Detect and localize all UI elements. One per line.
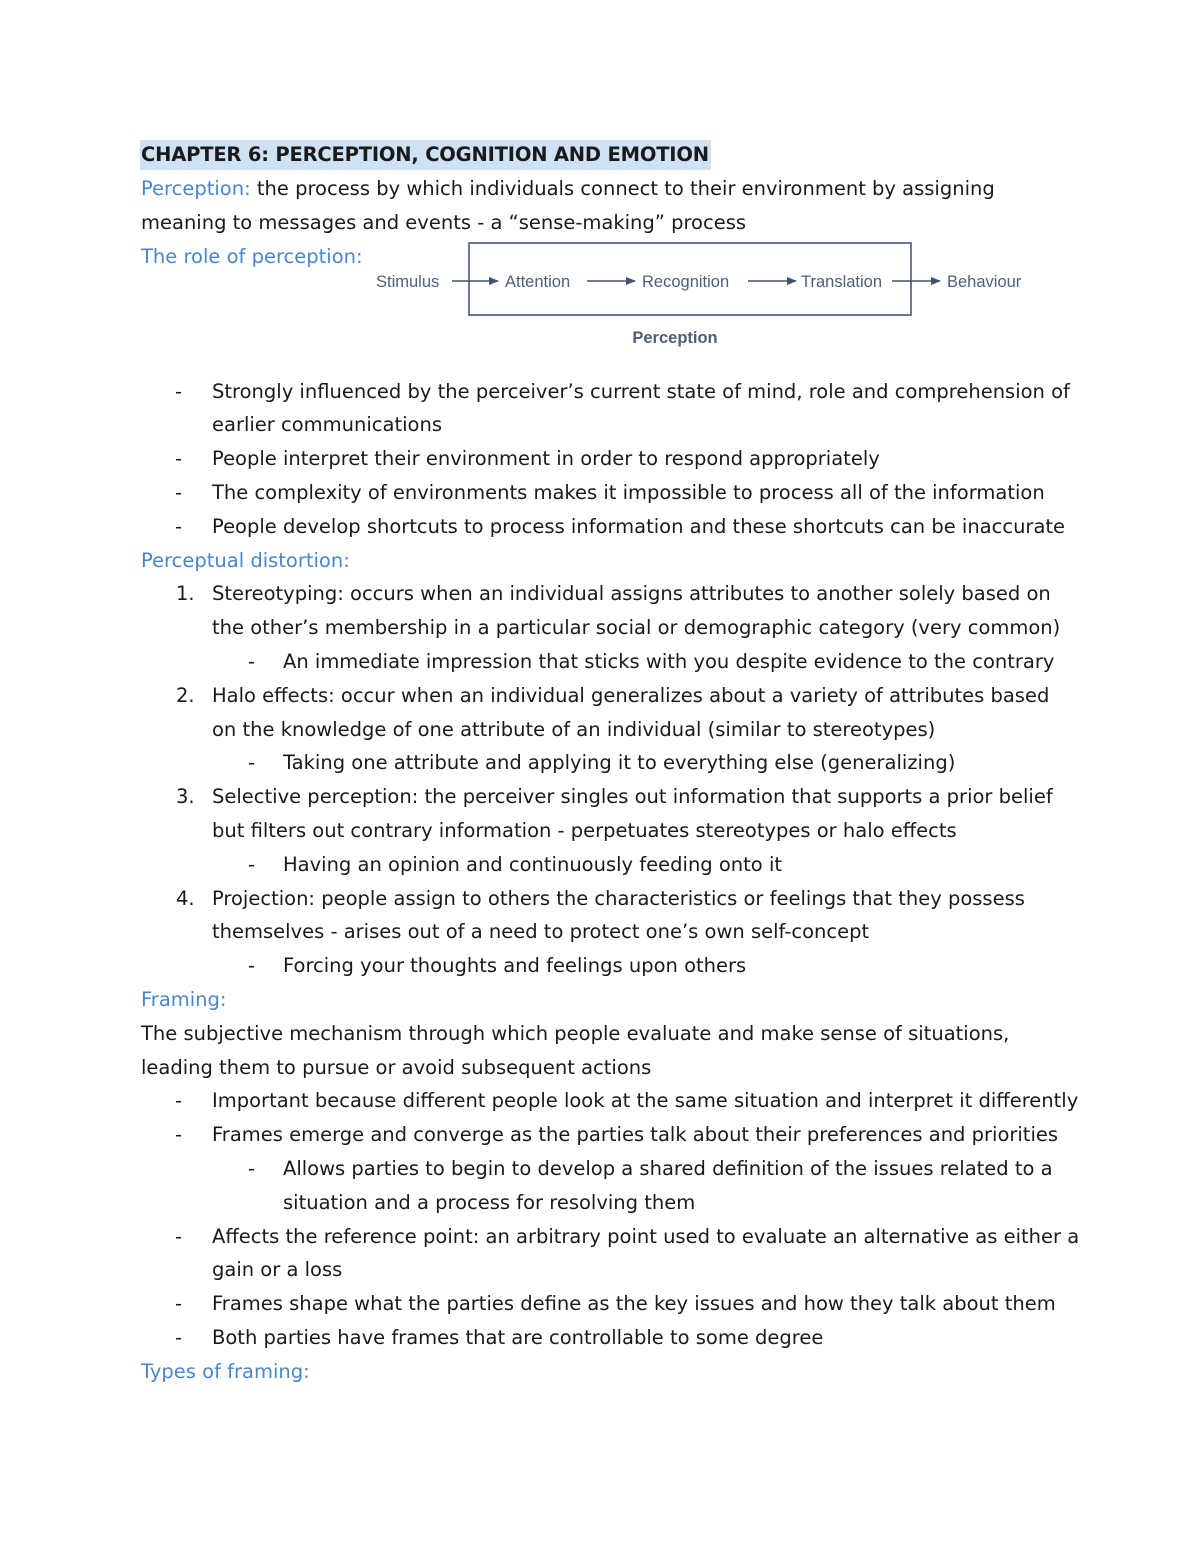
bullet-item: - Affects the reference point: an arbitrary point used to evaluate an alternative as either a gain or a loss [141, 1220, 1071, 1288]
item-number: 1. [176, 582, 195, 606]
perception-definition-text-1: the process by which individuals connect to their environment by assigning [250, 177, 995, 200]
numbered-item: 2. Halo effects: occur when an individual generalizes about a variety of attributes based on the knowledge of one attribute of an individual (similar to stereotypes) [141, 679, 1071, 747]
bullet-item: - Strongly influenced by the perceiver’s current state of mind, role and comprehension of earlier communications [141, 375, 1071, 443]
numbered-item: 1. Stereotyping: occurs when an individual assigns attributes to another solely based on the other’s membership in a particular social or demographic category (very common) [141, 577, 1071, 645]
perception-term: Perception: [141, 177, 251, 200]
framing-definition-2: leading them to pursue or avoid subsequent actions [141, 1055, 652, 1079]
role-heading: The role of perception: [141, 244, 363, 268]
dash-marker: - [248, 751, 256, 775]
dash-marker: - [175, 1325, 183, 1349]
chapter-title: CHAPTER 6: PERCEPTION, COGNITION AND EMOTION [140, 140, 711, 170]
diagram-caption: Perception [632, 329, 718, 347]
bullet-item: - Both parties have frames that are controllable to some degree [141, 1321, 1071, 1355]
dash-marker: - [175, 1123, 183, 1147]
perception-definition [141, 172, 1071, 206]
types-of-framing-heading: Types of framing: [141, 1359, 310, 1383]
diagram-step-stimulus: Stimulus [376, 273, 440, 291]
sub-bullet-item: - An immediate impression that sticks with you despite evidence to the contrary [141, 645, 1071, 679]
diagram-step-translation: Translation [801, 273, 883, 291]
item-number: 3. [176, 785, 195, 809]
dash-marker: - [248, 852, 256, 876]
framing-heading: Framing: [141, 987, 227, 1011]
sub-bullet-item: - Having an opinion and continuously feeding onto it [141, 848, 1071, 882]
dash-marker: - [248, 1156, 256, 1180]
dash-marker: - [175, 379, 183, 403]
perception-process-diagram [372, 238, 1042, 348]
diagram-step-recognition: Recognition [642, 273, 730, 291]
diagram-step-behaviour: Behaviour [947, 273, 1022, 291]
dash-marker: - [175, 1292, 183, 1316]
dash-marker: - [175, 1089, 183, 1113]
dash-marker: - [175, 1224, 183, 1248]
numbered-item: 4. Projection: people assign to others the characteristics or feelings that they possess themselves - arises out of a need to protect one’s own self-concept [141, 882, 1071, 950]
bullet-item: - The complexity of environments makes it impossible to process all of the information [141, 476, 1071, 510]
diagram-step-attention: Attention [505, 273, 571, 291]
sub-bullet-item: - Taking one attribute and applying it to everything else (generalizing) [141, 746, 1071, 780]
perception-definition-text-2: meaning to messages and events - a “sense-making” process [141, 210, 747, 234]
item-number: 4. [176, 886, 195, 910]
dash-marker: - [248, 954, 256, 978]
distortion-heading: Perceptual distortion: [141, 548, 350, 572]
bullet-item: - Frames shape what the parties define as the key issues and how they talk about them [141, 1287, 1071, 1321]
bullet-item: - People develop shortcuts to process information and these shortcuts can be inaccurate [141, 510, 1071, 544]
sub-bullet-item: - Forcing your thoughts and feelings upon others [141, 949, 1071, 983]
bullet-item: - Frames emerge and converge as the parties talk about their preferences and priorities [141, 1118, 1071, 1152]
framing-definition-1: The subjective mechanism through which people evaluate and make sense of situations, [141, 1021, 1010, 1045]
dash-marker: - [175, 480, 183, 504]
bullet-item: - Important because different people look at the same situation and interpret it differently [141, 1084, 1071, 1118]
perception-diagram-svg [372, 238, 1042, 348]
bullet-item: - People interpret their environment in order to respond appropriately [141, 442, 1071, 476]
dash-marker: - [175, 447, 183, 471]
item-number: 2. [176, 683, 195, 707]
numbered-item: 3. Selective perception: the perceiver singles out information that supports a prior belief but filters out contrary information - perpetuates stereotypes or halo effects [141, 780, 1071, 848]
dash-marker: - [175, 514, 183, 538]
sub-bullet-item: - Allows parties to begin to develop a shared definition of the issues related to a situation and a process for resolving them [141, 1152, 1071, 1220]
dash-marker: - [248, 649, 256, 673]
